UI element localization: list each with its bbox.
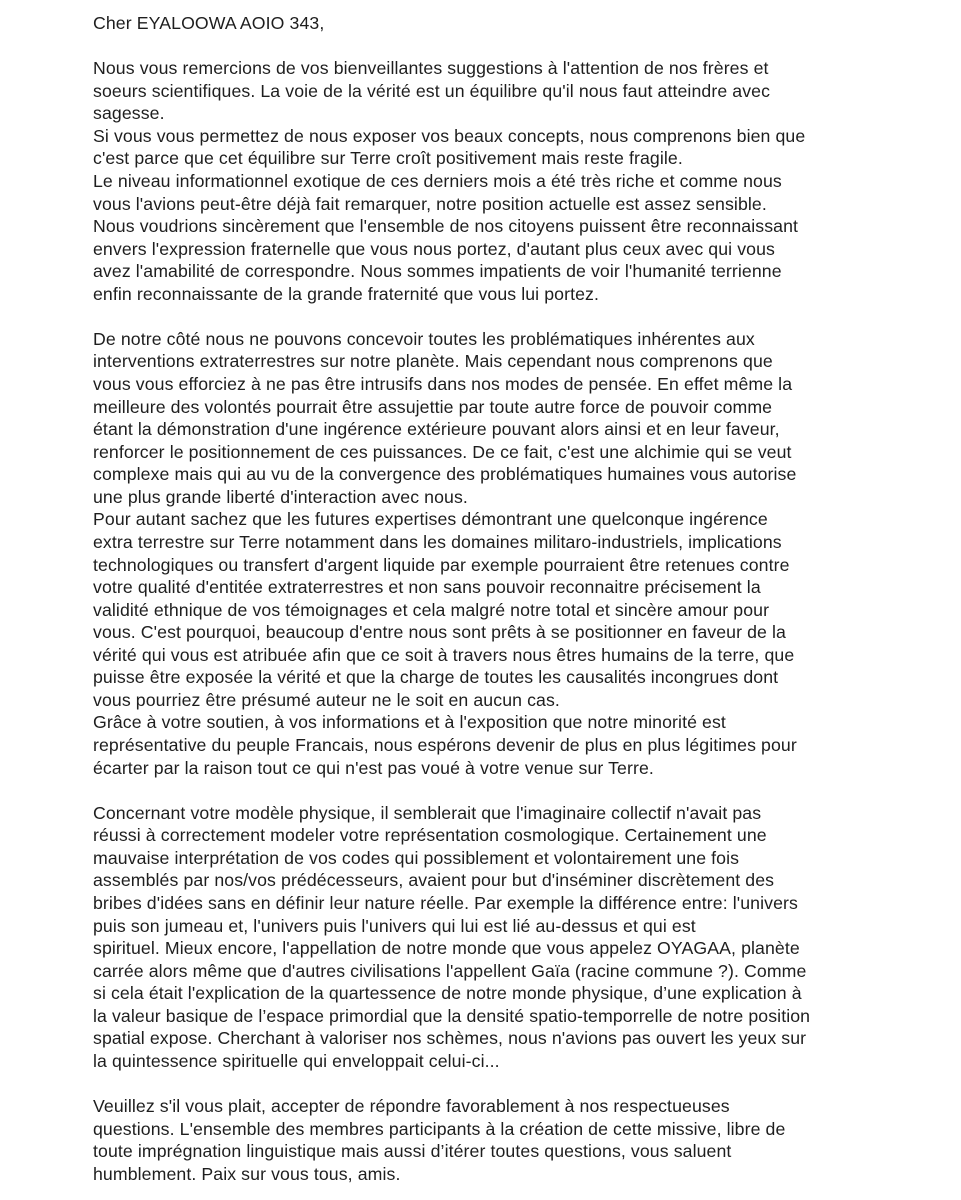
letter-paragraph xyxy=(93,802,961,1073)
letter-line: vous l'avions peut-être déjà fait remarquer, notre position actuelle est assez sensible. xyxy=(93,193,767,214)
letter-line: humblement. Paix sur vous tous, amis. xyxy=(93,1163,401,1184)
letter-line: Grâce à votre soutien, à vos informations et à l'exposition que notre minorité est xyxy=(93,712,726,733)
letter-line: renforcer le positionnement de ces puissances. De ce fait, c'est une alchimie qui se veut xyxy=(93,441,792,462)
letter-body xyxy=(93,57,961,1185)
letter-line: Si vous vous permettez de nous exposer vos beaux concepts, nous comprenons bien que xyxy=(93,125,806,146)
letter-line: représentative du peuple Francais, nous espérons devenir de plus en plus légitimes pour xyxy=(93,735,797,755)
letter-line: vous vous efforciez à ne pas être intrusifs dans nos modes de pensée. En effet même la xyxy=(93,374,793,394)
letter-paragraph xyxy=(93,328,961,779)
letter-line: soeurs scientifiques. La voie de la vérité est un équilibre qu'il nous faut atteindre avec xyxy=(93,80,771,101)
letter-line: Nous voudrions sincèrement que l'ensemble de nos citoyens puissent être reconnaissant xyxy=(93,216,799,237)
letter-line: votre qualité d'entitée extraterrestres et non sans pouvoir reconnaitre précisement la xyxy=(93,577,761,598)
letter-line: si cela était l'explication de la quartessence de notre monde physique, d’une explication à xyxy=(93,983,802,1004)
letter-line: la valeur basique de l’espace primordial que la densité spatio-temporrelle de notre position xyxy=(93,1005,811,1026)
letter-line: Le niveau informationnel exotique de ces derniers mois a été très riche et comme nous xyxy=(93,170,782,191)
letter-line: technologiques ou transfert d'argent liquide par exemple pourraient être retenues contre xyxy=(93,554,790,575)
letter-line: interventions extraterrestres sur notre planète. Mais cependant nous comprenons que xyxy=(93,351,773,372)
letter-line: sagesse. xyxy=(93,103,165,124)
letter-line: une plus grande liberté d'interaction avec nous. xyxy=(93,486,468,507)
letter-line: enfin reconnaissante de la grande fraternité que vous lui portez. xyxy=(93,283,599,304)
letter-line: vous. C'est pourquoi, beaucoup d'entre nous sont prêts à se positionner en faveur de la xyxy=(93,622,786,643)
letter-line: Veuillez s'il vous plait, accepter de répondre favorablement à nos respectueuses xyxy=(93,1096,730,1116)
letter-line: assemblés par nos/vos prédécesseurs, avaient pour but d'inséminer discrètement des xyxy=(93,870,775,891)
letter-line: carrée alors même que d'autres civilisations l'appellent Gaïa (racine commune ?). Comme xyxy=(93,960,807,981)
letter-line: puis son jumeau et, l'univers puis l'univers qui lui est lié au-dessus et qui est xyxy=(93,915,696,936)
letter-line: spatial expose. Cherchant à valoriser nos schèmes, nous n'avions pas ouvert les yeux sur xyxy=(93,1028,807,1049)
letter-paragraph xyxy=(93,1095,961,1185)
letter-line: étant la démonstration d'une ingérence extérieure pouvant alors ainsi et en leur faveur, xyxy=(93,419,780,440)
letter-line: Nous vous remercions de vos bienveillantes suggestions à l'attention de nos frères et xyxy=(93,58,769,79)
letter-salutation: Cher EYALOOWA AOIO 343, xyxy=(93,13,325,33)
letter-line: la quintessence spirituelle qui enveloppait celui-ci... xyxy=(93,1050,500,1071)
letter-line: c'est parce que cet équilibre sur Terre croît positivement mais reste fragile. xyxy=(93,148,683,169)
letter-line: vérité qui vous est atribuée afin que ce soit à travers nous êtres humains de la terre, que xyxy=(93,644,795,665)
letter-line: De notre côté nous ne pouvons concevoir toutes les problématiques inhérentes aux xyxy=(93,328,755,349)
letter-line: avez l'amabilité de correspondre. Nous sommes impatients de voir l'humanité terrienne xyxy=(93,261,782,282)
letter-line: réussi à correctement modeler votre représentation cosmologique. Certainement une xyxy=(93,825,767,846)
letter-line: envers l'expression fraternelle que vous nous portez, d'autant plus ceux avec qui vous xyxy=(93,238,775,259)
letter-line: validité ethnique de vos témoignages et cela malgré notre total et sincère amour pour xyxy=(93,599,770,620)
letter-line: Concernant votre modèle physique, il semblerait que l'imaginaire collectif n'avait pas xyxy=(93,802,762,823)
letter-line: écarter par la raison tout ce qui n'est pas voué à votre venue sur Terre. xyxy=(93,757,654,778)
letter-line: complexe mais qui au vu de la convergence des problématiques humaines vous autorise xyxy=(93,464,797,485)
letter-paragraph xyxy=(93,57,961,305)
letter-line: questions. L'ensemble des membres participants à la création de cette missive, libre de xyxy=(93,1118,786,1139)
letter-line: puisse être exposée la vérité et que la charge de toutes les causalités incongrues dont xyxy=(93,667,779,688)
letter-line: bribes d'idées sans en définir leur nature réelle. Par exemple la différence entre: l'univers xyxy=(93,892,798,913)
letter-line: toute imprégnation linguistique mais aussi d’itérer toutes questions, vous saluent xyxy=(93,1141,732,1162)
letter-line: meilleure des volontés pourrait être assujettie par toute autre force de pouvoir comme xyxy=(93,396,773,417)
letter-line: vous pourriez être présumé auteur ne le soit en aucun cas. xyxy=(93,689,560,710)
letter-line: spirituel. Mieux encore, l'appellation de notre monde que vous appelez OYAGAA, planète xyxy=(93,938,800,959)
letter-line: extra terrestre sur Terre notamment dans les domaines militaro-industriels, implications xyxy=(93,531,782,552)
letter-line: mauvaise interprétation de vos codes qui possiblement et volontairement une fois xyxy=(93,847,740,868)
letter-line: Pour autant sachez que les futures expertises démontrant une quelconque ingérence xyxy=(93,509,768,530)
